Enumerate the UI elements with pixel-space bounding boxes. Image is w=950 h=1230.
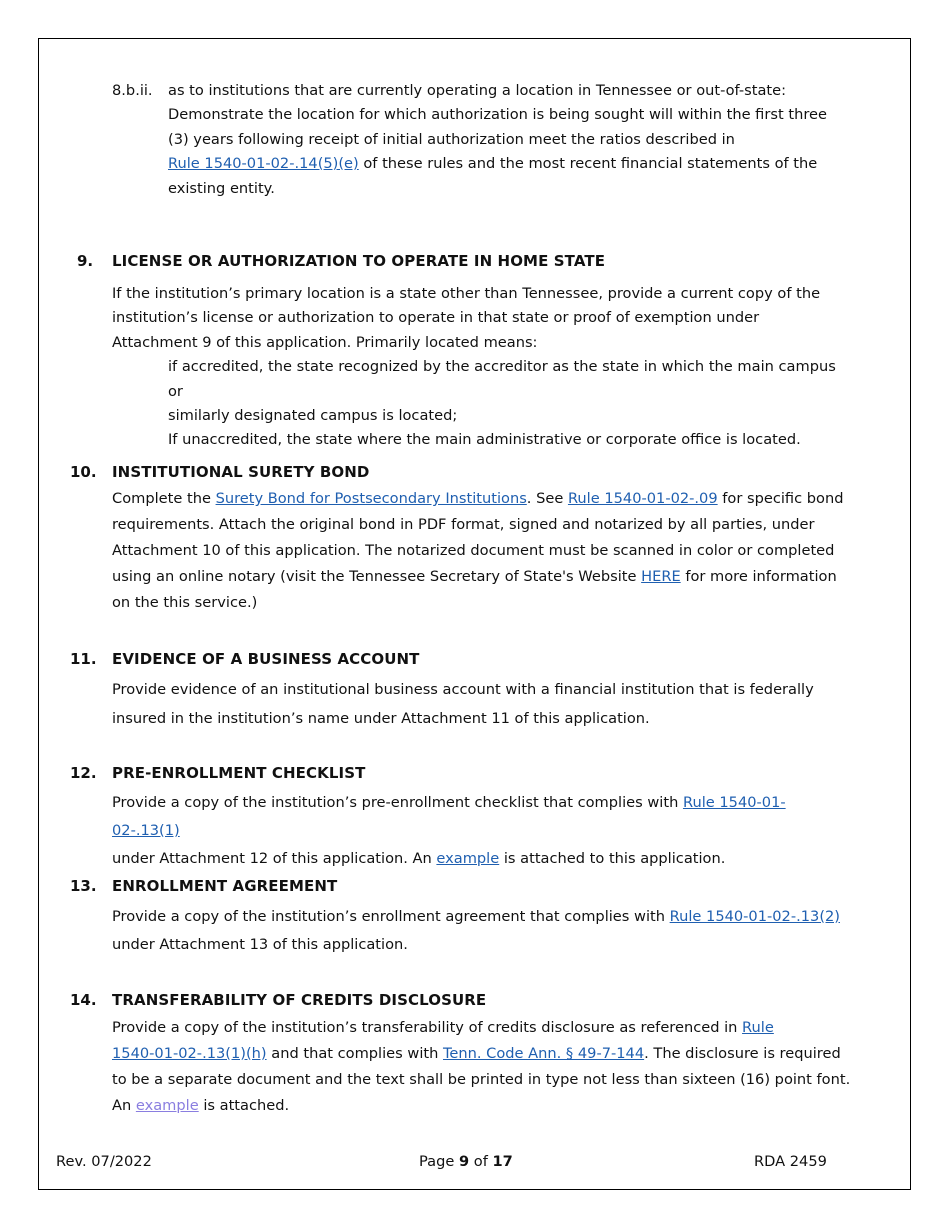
text-line: insured in the institution’s name under Attachment 11 of this application. (112, 710, 650, 727)
text-line: Provide evidence of an institutional business account with a financial institution that is federally (112, 681, 814, 698)
surety-bond-link[interactable]: Surety Bond for Postsecondary Institutions (215, 490, 527, 507)
section-9-number: 9. (77, 252, 94, 270)
section-12-body (112, 789, 852, 873)
section-10-number: 10. (70, 463, 97, 481)
text-line (112, 903, 852, 931)
section-9-body (112, 282, 852, 453)
current-page: 9 (458, 1153, 470, 1170)
text-line (112, 845, 852, 873)
text-line (112, 1093, 852, 1119)
section-10-body (112, 486, 852, 616)
text-span: under Attachment 12 of this application. An (112, 850, 437, 867)
text-span: for more information (680, 568, 837, 585)
section-11-heading: EVIDENCE OF A BUSINESS ACCOUNT (112, 650, 420, 668)
text-line (112, 564, 852, 590)
text-span: . The disclosure is required (644, 1045, 841, 1062)
text-line (168, 152, 858, 176)
section-11-body (112, 675, 852, 733)
text-span: of (469, 1153, 493, 1170)
text-line (112, 1015, 852, 1041)
text-span: of these rules and the most recent financial statements of the (358, 155, 818, 173)
section-10-heading: INSTITUTIONAL SURETY BOND (112, 463, 370, 481)
text-line: if accredited, the state recognized by the accreditor as the state in which the main campus or (168, 358, 836, 400)
rule-09-link[interactable]: Rule 1540-01-02-.09 (567, 490, 718, 507)
text-span: Complete the (112, 490, 216, 507)
disclosure-example-link[interactable]: example (135, 1097, 199, 1114)
text-span: Page (419, 1153, 459, 1170)
item-8bii-text (168, 79, 858, 201)
rule-13-1-h-link[interactable]: Rule (742, 1019, 774, 1036)
text-span: using an online notary (visit the Tennessee Secretary of State's Website (112, 568, 642, 585)
text-span: Provide a copy of the institution’s pre-enrollment checklist that complies with (112, 794, 683, 811)
text-line: Demonstrate the location for which authorization is being sought will within the first three (168, 106, 827, 124)
checklist-example-link[interactable]: example (436, 850, 500, 867)
text-line: requirements. Attach the original bond in PDF format, signed and notarized by all parties, under (112, 516, 815, 533)
section-9-heading: LICENSE OR AUTHORIZATION TO OPERATE IN HOME STATE (112, 252, 606, 270)
item-8bii-label: 8.b.ii. (112, 82, 153, 99)
rule-14-5-e-link[interactable]: Rule 1540-01-02-.14(5)(e) (168, 155, 359, 173)
text-line: to be a separate document and the text shall be printed in type not less than sixteen (16) point font. (112, 1071, 851, 1088)
footer-form-id: RDA 2459 (754, 1153, 827, 1170)
section-13-number: 13. (70, 877, 97, 895)
text-line: Attachment 9 of this application. Primarily located means: (112, 333, 538, 351)
section-14-number: 14. (70, 991, 97, 1009)
text-span: . See (526, 490, 568, 507)
text-span: and that complies with (266, 1045, 443, 1062)
text-line: If the institution’s primary location is a state other than Tennessee, provide a current copy of the (112, 285, 821, 302)
tenn-code-link[interactable]: Tenn. Code Ann. § 49-7-144 (442, 1045, 645, 1062)
section-13-heading: ENROLLMENT AGREEMENT (112, 877, 338, 895)
text-line: Attachment 10 of this application. The notarized document must be scanned in color or completed (112, 542, 835, 559)
text-line: on the this service.) (112, 594, 258, 611)
secretary-of-state-here-link[interactable]: HERE (641, 568, 681, 585)
text-line: similarly designated campus is located; (168, 407, 458, 425)
text-line (112, 789, 852, 845)
text-line: existing entity. (168, 179, 275, 197)
text-line: as to institutions that are currently operating a location in Tennessee or out-of-state: (168, 82, 787, 99)
footer-page-number (419, 1153, 513, 1170)
footer-revision: Rev. 07/2022 (56, 1153, 152, 1170)
text-span: for specific bond (717, 490, 844, 507)
text-span: Provide a copy of the institution’s transferability of credits disclosure as referenced in (112, 1019, 743, 1036)
rule-13-1-h-link-cont[interactable]: 1540-01-02-.13(1)(h) (112, 1045, 267, 1062)
text-line: If unaccredited, the state where the main administrative or corporate office is located. (168, 431, 801, 449)
text-line: (3) years following receipt of initial authorization meet the ratios described in (168, 130, 735, 148)
rule-13-2-link[interactable]: Rule 1540-01-02-.13(2) (669, 908, 840, 925)
text-span: Provide a copy of the institution’s enrollment agreement that complies with (112, 908, 670, 925)
section-13-body (112, 903, 852, 959)
text-line: institution’s license or authorization to operate in that state or proof of exemption under (112, 309, 760, 327)
section-12-heading: PRE-ENROLLMENT CHECKLIST (112, 764, 366, 782)
section-14-heading: TRANSFERABILITY OF CREDITS DISCLOSURE (112, 991, 487, 1009)
rule-13-1-link[interactable]: Rule 1540-01-02-.13(1) (112, 794, 786, 839)
text-line (112, 1041, 852, 1067)
text-line (112, 486, 852, 512)
text-span: is attached to this application. (499, 850, 726, 867)
section-12-number: 12. (70, 764, 97, 782)
section-11-number: 11. (70, 650, 97, 668)
text-line: under Attachment 13 of this application. (112, 936, 408, 953)
text-span: is attached. (198, 1097, 290, 1114)
section-14-body (112, 1015, 852, 1119)
total-pages: 17 (492, 1153, 513, 1170)
text-span: An (112, 1097, 136, 1114)
